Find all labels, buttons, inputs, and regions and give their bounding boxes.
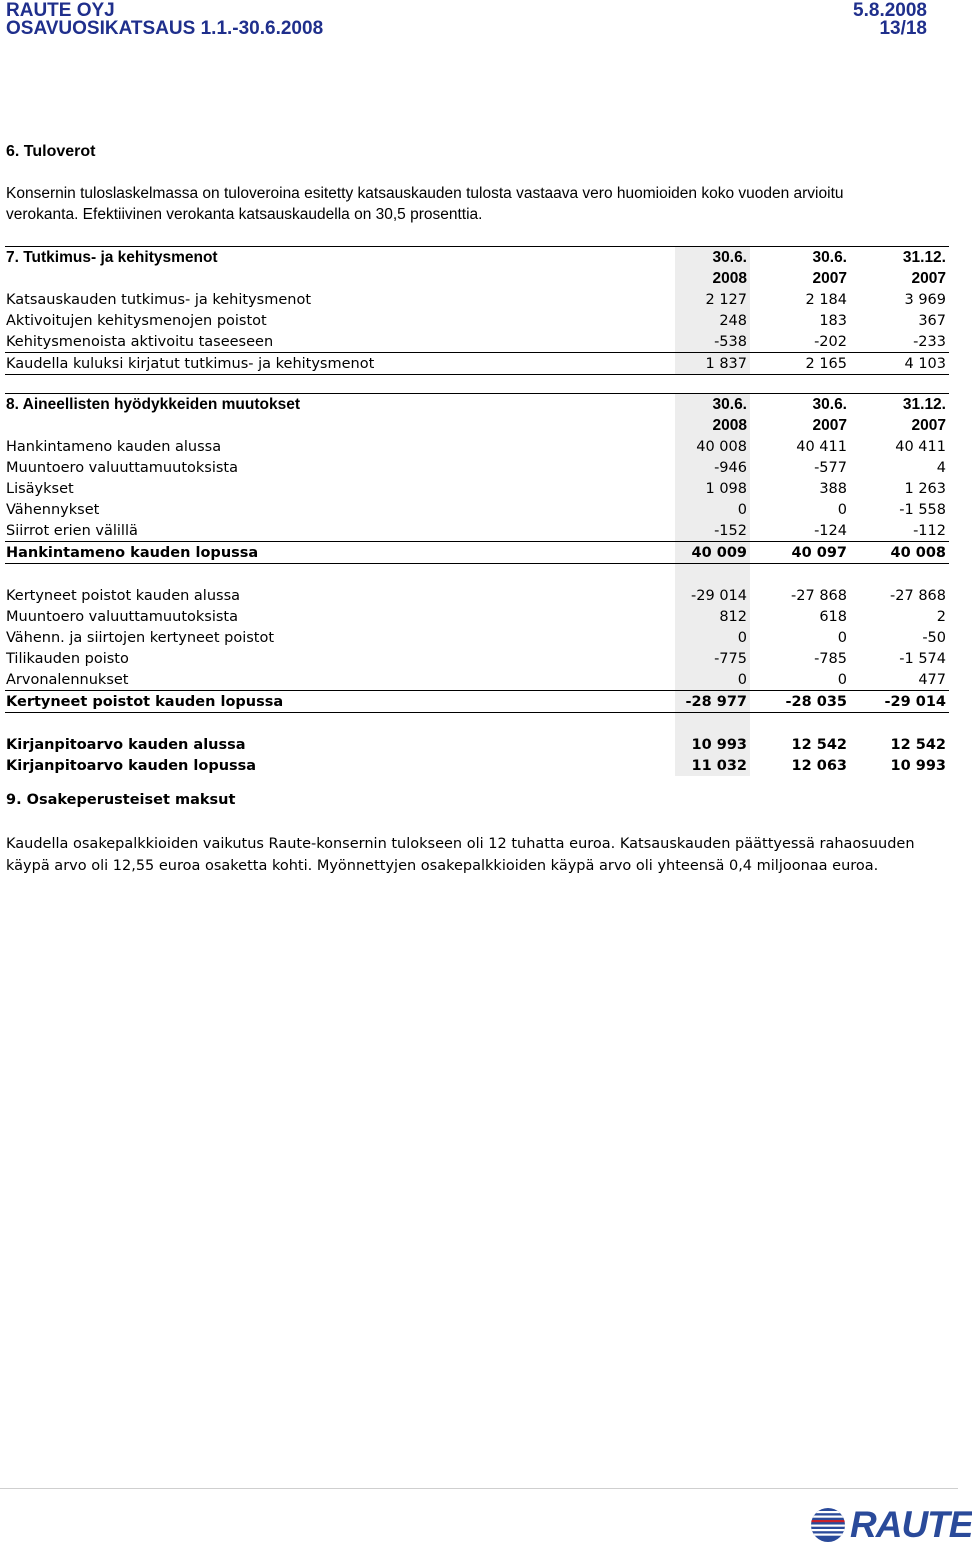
spacer-row [5, 564, 949, 586]
table-row [5, 669, 949, 691]
total-row [5, 691, 949, 713]
cell-value: 2 127 [675, 289, 750, 310]
col-date: 30.6. [750, 247, 850, 269]
table-row [5, 436, 949, 457]
row-label: Kertyneet poistot kauden lopussa [5, 691, 675, 713]
col-year: 2007 [812, 417, 847, 434]
cell-value: -28 977 [675, 691, 750, 713]
cell-value: -112 [913, 523, 946, 539]
row-label: Kertyneet poistot kauden alussa [6, 588, 241, 604]
cell-value: -538 [675, 331, 750, 353]
cell-value: 0 [837, 630, 847, 646]
section-6-title: 6. Tuloverot [6, 143, 96, 160]
cell-value: 12 542 [791, 737, 847, 753]
table-header-years [5, 268, 949, 289]
cell-value: -124 [814, 523, 847, 539]
cell-value: 3 969 [904, 292, 946, 308]
cell-value: 183 [819, 313, 847, 329]
cell-value: 388 [819, 481, 847, 497]
table-row [5, 606, 949, 627]
section-8-title: 8. Aineellisten hyödykkeiden muutokset [5, 394, 675, 416]
row-label: Hankintameno kauden alussa [6, 439, 222, 455]
cell-value: 12 063 [791, 758, 847, 774]
col-year: 2008 [675, 268, 750, 289]
table-row [5, 520, 949, 542]
cell-value: 248 [675, 310, 750, 331]
cell-value: 11 032 [675, 755, 750, 776]
table-row [5, 499, 949, 520]
table-row [5, 478, 949, 499]
cell-value: -785 [814, 651, 847, 667]
row-label: Vähennykset [6, 502, 100, 518]
table-row [5, 627, 949, 648]
col-date: 31.12. [850, 394, 949, 416]
cell-value: -1 574 [899, 651, 946, 667]
cell-value: 367 [918, 313, 946, 329]
cell-value: 12 542 [890, 737, 946, 753]
cell-value: -28 035 [750, 691, 850, 713]
row-label: Katsauskauden tutkimus- ja kehitysmenot [6, 292, 312, 308]
cell-value: 40 411 [796, 439, 847, 455]
table-row [5, 289, 949, 310]
cell-value: 2 [936, 609, 946, 625]
cell-value: -946 [675, 457, 750, 478]
cell-value: 812 [675, 606, 750, 627]
cell-value: 0 [675, 627, 750, 648]
cell-value: 40 008 [675, 436, 750, 457]
cell-value: 0 [675, 669, 750, 691]
col-year: 2007 [911, 270, 946, 287]
cell-value: 618 [819, 609, 847, 625]
row-label: Muuntoero valuuttamuutoksista [6, 460, 238, 476]
section-9-title: 9. Osakeperusteiset maksut [6, 792, 236, 808]
cell-value: 40 008 [850, 542, 949, 564]
row-label: Lisäykset [6, 481, 74, 497]
row-label: Tilikauden poisto [6, 651, 129, 667]
col-date: 30.6. [750, 394, 850, 416]
cell-value: 2 184 [805, 292, 847, 308]
cell-value: 10 993 [675, 734, 750, 755]
row-label: Arvonalennukset [6, 672, 129, 688]
rd-expenses-table [5, 246, 949, 375]
row-label: Vähenn. ja siirtojen kertyneet poistot [6, 630, 275, 646]
cell-value: 10 993 [890, 758, 946, 774]
cell-value: 4 103 [850, 353, 949, 375]
book-value-row [5, 734, 949, 755]
page-number: 13/18 [879, 18, 927, 39]
row-label: Kirjanpitoarvo kauden alussa [6, 737, 246, 753]
cell-value: -27 868 [890, 588, 946, 604]
cell-value: 1 098 [675, 478, 750, 499]
spacer-row [5, 713, 949, 735]
col-date: 30.6. [675, 247, 750, 269]
table-header-dates [5, 394, 949, 416]
table-row [5, 457, 949, 478]
row-label: Aktivoitujen kehitysmenojen poistot [6, 313, 267, 329]
row-label: Kirjanpitoarvo kauden lopussa [6, 758, 257, 774]
tangible-assets-table [5, 393, 949, 776]
section-7-title: 7. Tutkimus- ja kehitysmenot [5, 247, 675, 269]
footer-divider [0, 1488, 958, 1489]
total-row [5, 542, 949, 564]
cell-value: -233 [913, 334, 946, 350]
report-date: 5.8.2008 [853, 0, 927, 21]
row-label: Hankintameno kauden lopussa [5, 542, 675, 564]
cell-value: 1 837 [675, 353, 750, 375]
cell-value: 477 [918, 672, 946, 688]
cell-value: -202 [814, 334, 847, 350]
raute-logo [810, 1504, 972, 1545]
cell-value: 4 [936, 460, 946, 476]
table-header-years [5, 415, 949, 436]
logo-wordmark: RAUTE [850, 1504, 972, 1545]
col-year: 2007 [812, 270, 847, 287]
table-row [5, 353, 949, 375]
cell-value: 0 [837, 672, 847, 688]
cell-value: -29 014 [675, 585, 750, 606]
col-date: 31.12. [850, 247, 949, 269]
cell-value: -577 [814, 460, 847, 476]
cell-value: -27 868 [791, 588, 847, 604]
cell-value: 40 009 [675, 542, 750, 564]
cell-value: -775 [675, 648, 750, 669]
section-9-text: Kaudella osakepalkkioiden vaikutus Raute-konsernin tulokseen oli 12 tuhatta euroa. Katsauskauden päättyessä rahaosuuden käypä arvo oli 12,55 euroa osaketta kohti. Myönnettyjen osakepalkkioiden käypä arvo oli yhteensä 0,4 miljoonaa euroa. [6, 836, 915, 874]
row-label: Kehitysmenoista aktivoitu taseeseen [6, 334, 274, 350]
report-title: OSAVUOSIKATSAUS 1.1.-30.6.2008 [6, 18, 324, 39]
col-year: 2008 [675, 415, 750, 436]
table-header-dates [5, 247, 949, 269]
cell-value: -152 [675, 520, 750, 542]
col-date: 30.6. [675, 394, 750, 416]
col-year: 2007 [911, 417, 946, 434]
cell-value: 40 097 [750, 542, 850, 564]
company-name: RAUTE OYJ [6, 0, 115, 21]
book-value-row [5, 755, 949, 776]
row-label: Kaudella kuluksi kirjatut tutkimus- ja kehitysmenot [5, 353, 675, 375]
cell-value: 2 165 [750, 353, 850, 375]
cell-value: -1 558 [899, 502, 946, 518]
cell-value: 1 263 [904, 481, 946, 497]
row-label: Siirrot erien välillä [6, 523, 138, 539]
cell-value: 0 [675, 499, 750, 520]
cell-value: -50 [922, 630, 946, 646]
cell-value: 0 [837, 502, 847, 518]
section-6-text: Konsernin tuloslaskelmassa on tuloveroina esitetty katsauskauden tulosta vastaava vero huomioiden koko vuoden arvioitu verokanta. Efektiivinen verokanta katsauskaudella on 30,5 prosenttia. [6, 185, 844, 223]
table-row [5, 310, 949, 331]
table-row [5, 648, 949, 669]
table-row [5, 331, 949, 353]
cell-value: 40 411 [895, 439, 946, 455]
table-row [5, 585, 949, 606]
row-label: Muuntoero valuuttamuutoksista [6, 609, 238, 625]
cell-value: -29 014 [850, 691, 949, 713]
